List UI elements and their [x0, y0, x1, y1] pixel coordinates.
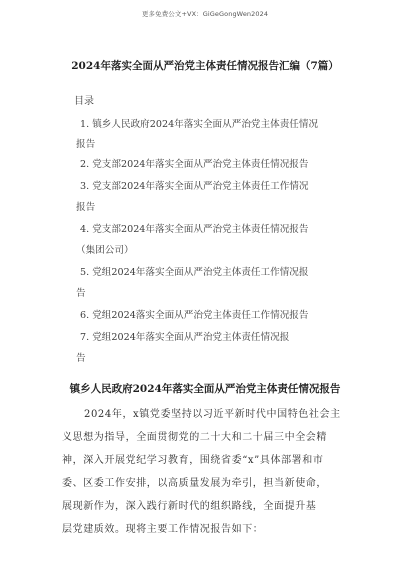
body-paragraph-line: 委、区委工作安排，以高质量发展为牵引，担当新使命， — [62, 478, 327, 489]
header-note: 更多免费公文+VX：GiGeGongWen2024 — [141, 10, 269, 18]
toc-item-1-cont: 报告 — [76, 139, 96, 150]
toc-item-1: 1. 镇乡人民政府2024年落实全面从严治党主体责任情况 — [80, 119, 319, 130]
toc-item-3-cont: 报告 — [76, 202, 96, 213]
toc-item-4: 4. 党支部2024年落实全面从严治党主体责任情况报告 — [80, 224, 309, 235]
toc-item-5: 5. 党组2024年落实全面从严治党主体责任工作情况报 — [80, 267, 309, 278]
document-title: 2024年落实全面从严治党主体责任情况报告汇编（7篇） — [71, 60, 339, 72]
body-paragraph-line: 层党建质效。现将主要工作情况报告如下： — [62, 524, 264, 535]
toc-item-3: 3. 党支部2024年落实全面从严治党主体责任工作情况 — [80, 181, 309, 192]
toc-item-5-cont: 告 — [76, 288, 86, 299]
toc-label: 目录 — [74, 96, 94, 107]
toc-item-6: 6. 党组2024落实全面从严治党主体责任工作情况报告 — [80, 310, 309, 321]
body-paragraph-line: 展现新作为，深入践行新时代的组织路线，全面提升基 — [62, 501, 317, 512]
toc-item-7-cont: 告 — [76, 353, 86, 364]
body-paragraph-line: 2024年，x镇党委坚持以习近平新时代中国特色社会主 — [84, 409, 341, 420]
section-title: 镇乡人民政府2024年落实全面从严治党主体责任情况报告 — [69, 383, 341, 395]
toc-item-4-cont: （集团公司） — [76, 245, 134, 256]
toc-item-7: 7. 党组2024年落实全面从严治党主体责任情况报 — [80, 332, 290, 343]
body-paragraph-line: 义思想为指导，全面贯彻党的二十大和二十届三中全会精 — [62, 432, 327, 443]
toc-item-2: 2. 党支部2024年落实全面从严治党主体责任情况报告 — [80, 159, 309, 170]
body-paragraph-line: 神，深入开展党纪学习教育，围绕省委“x”具体部署和市 — [62, 455, 324, 466]
